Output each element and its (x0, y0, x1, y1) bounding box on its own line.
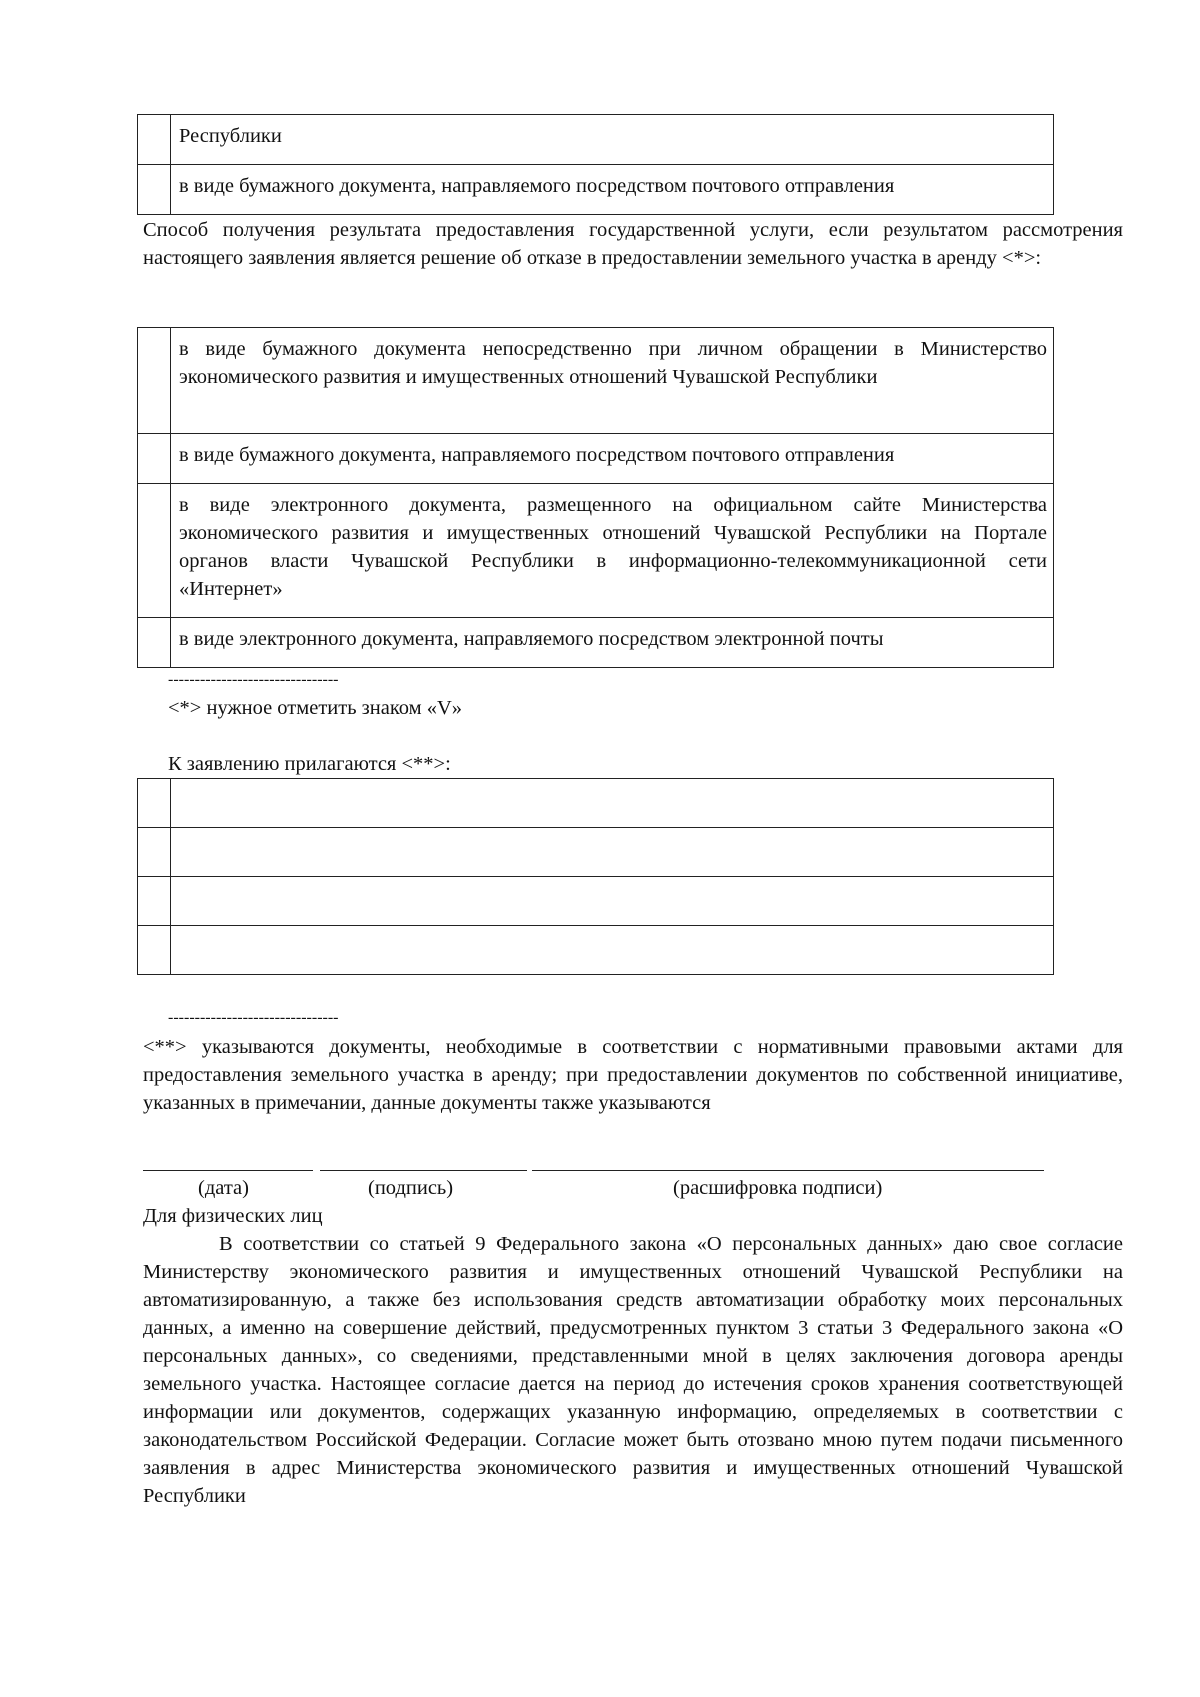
table-row (138, 115, 1054, 165)
footnote-text: <*> нужное отметить знаком «V» (168, 697, 463, 719)
decoding-label: (расшифровка подписи) (673, 1177, 883, 1199)
table-row (138, 877, 1054, 926)
table-row (138, 328, 1054, 434)
footnote-separator: -------------------------------- (168, 1009, 339, 1026)
checkbox-cell[interactable] (138, 434, 171, 484)
attachments-table (137, 778, 1054, 975)
checkbox-cell[interactable] (138, 779, 171, 828)
table-row (138, 434, 1054, 484)
individuals-heading: Для физических лиц (143, 1205, 323, 1227)
attachments-heading: К заявлению прилагаются <**>: (168, 753, 451, 775)
signature-label: (подпись) (368, 1177, 454, 1199)
checkbox-cell[interactable] (138, 165, 171, 215)
option-text: в виде бумажного документа, направляемого посредством почтового отправления (171, 165, 1054, 215)
table-row (138, 926, 1054, 975)
footnote-separator: -------------------------------- (168, 671, 339, 688)
checkbox-cell[interactable] (138, 926, 171, 975)
date-line[interactable] (143, 1170, 313, 1171)
attachment-entry[interactable] (171, 877, 1054, 926)
checkbox-cell[interactable] (138, 328, 171, 434)
table-row (138, 484, 1054, 618)
date-label: (дата) (198, 1177, 249, 1199)
footnote-text: <**> указываются документы, необходимые в соответствии с нормативными правовыми актами для предоставления земельного участка в аренду; при предоставлении документов по собственной инициативе, указанных в примечании, данные документы также указываются (143, 1036, 1123, 1114)
checkbox-cell[interactable] (138, 484, 171, 618)
table-row (138, 165, 1054, 215)
refusal-delivery-table (137, 327, 1054, 668)
delivery-method-table-top (137, 114, 1054, 215)
option-text: в виде электронного документа, направляемого посредством электронной почты (171, 618, 1054, 668)
checkbox-cell[interactable] (138, 877, 171, 926)
option-text: в виде электронного документа, размещенного на официальном сайте Министерства экономического развития и имущественных отношений Чувашской Республики на Портале органов власти Чувашской Республики в информационно-телекоммуникационной сети «Интернет» (171, 484, 1054, 618)
checkbox-cell[interactable] (138, 828, 171, 877)
checkbox-cell[interactable] (138, 618, 171, 668)
checkbox-cell[interactable] (138, 115, 171, 165)
consent-paragraph: В соответствии со статьей 9 Федерального закона «О персональных данных» даю свое согласие Министерству экономического развития и имущественных отношений Чувашской Республики на автоматизированную, а также без использования средств автоматизации обработку моих персональных данных, а именно на совершение действий, предусмотренных пунктом 3 статьи 3 Федерального закона «О персональных данных», со сведениями, представленными мной в целях заключения договора аренды земельного участка. Настоящее согласие дается на период до истечения сроков хранения соответствующей информации или документов, содержащих указанную информацию, определяемых в соответствии с законодательством Российской Федерации. Согласие может быть отозвано мною путем подачи письменного заявления в адрес Министерства экономического развития и имущественных отношений Чувашской Республики (143, 1233, 1123, 1507)
signature-line[interactable] (320, 1170, 527, 1171)
attachment-entry[interactable] (171, 828, 1054, 877)
decoding-line[interactable] (532, 1170, 1044, 1171)
attachment-entry[interactable] (171, 779, 1054, 828)
table-row (138, 828, 1054, 877)
table-row (138, 618, 1054, 668)
result-method-heading: Способ получения результата предоставления государственной услуги, если результатом рассмотрения настоящего заявления является решение об отказе в предоставлении земельного участка в аренду <*>: (143, 219, 1123, 269)
option-text: в виде бумажного документа, направляемого посредством почтового отправления (171, 434, 1054, 484)
option-text: Республики (171, 115, 1054, 165)
table-row (138, 779, 1054, 828)
option-text: в виде бумажного документа непосредственно при личном обращении в Министерство экономического развития и имущественных отношений Чувашской Республики (171, 328, 1054, 434)
attachment-entry[interactable] (171, 926, 1054, 975)
